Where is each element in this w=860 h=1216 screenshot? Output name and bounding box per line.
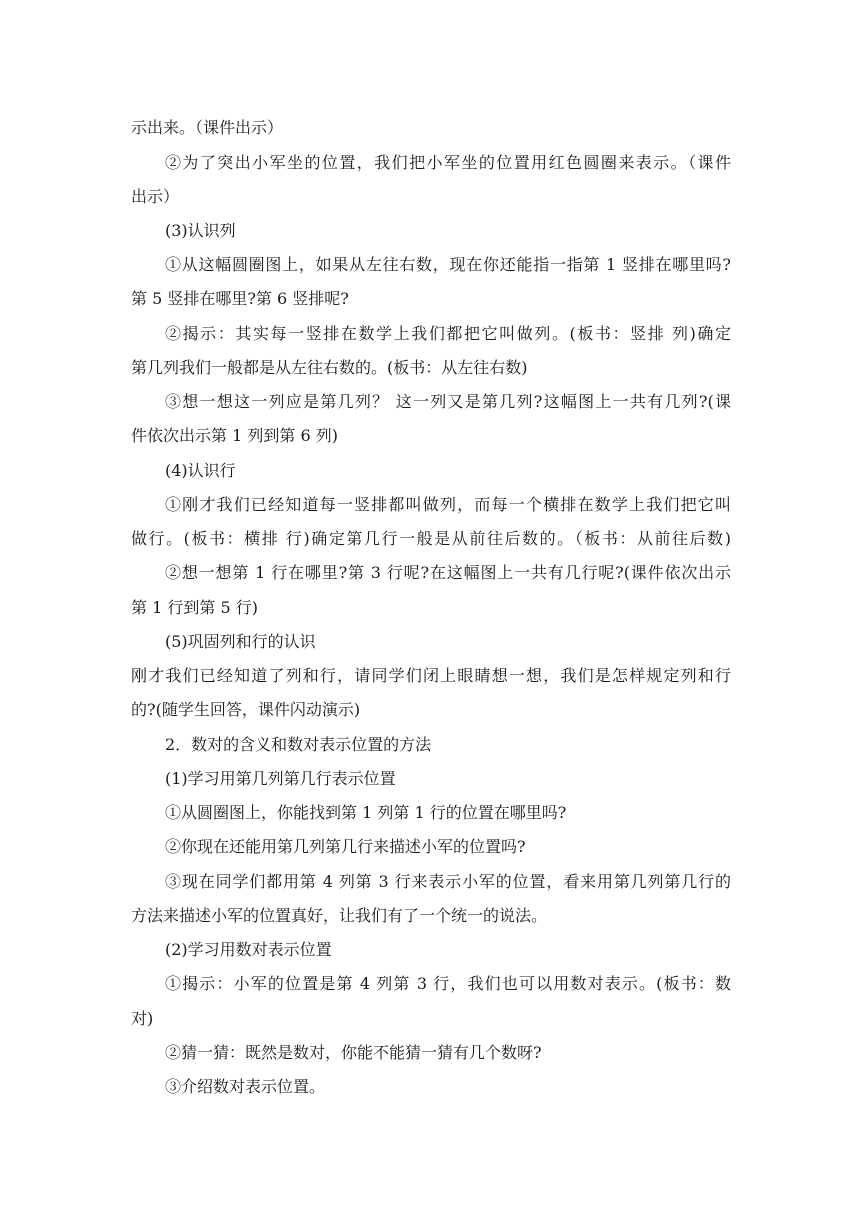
- section-heading: 2．数对的含义和数对表示位置的方法: [165, 735, 432, 754]
- text-line: ①从这幅圆圈图上，如果从左往右数，现在你还能指一指第 1 竖排在哪里吗?: [165, 255, 731, 274]
- text-line: ①揭示：小军的位置是第 4 列第 3 行，我们也可以用数对表示。(板书：数: [165, 974, 731, 993]
- text-line: 对): [131, 1009, 154, 1028]
- text-line: 的?(随学生回答，课件闪动演示): [131, 700, 361, 719]
- text-line: ②猜一猜：既然是数对，你能不能猜一猜有几个数呀?: [165, 1043, 542, 1062]
- text-line: 出示）: [131, 187, 180, 206]
- section-heading: (3)认识列: [165, 221, 236, 240]
- text-line: 第 1 行到第 5 行): [131, 598, 258, 617]
- text-line: 示出来。（课件出示）: [131, 118, 284, 137]
- text-line: ③想一想这一列应是第几列？ 这一列又是第几列?这幅图上一共有几列?(课: [165, 392, 731, 411]
- text-line: 第 5 竖排在哪里?第 6 竖排呢?: [131, 289, 349, 308]
- section-heading: (5)巩固列和行的认识: [165, 632, 316, 651]
- text-line: ①从圆圈图上，你能找到第 1 列第 1 行的位置在哪里吗?: [165, 803, 567, 822]
- text-line: ③介绍数对表示位置。: [165, 1077, 326, 1096]
- text-line: 第几列我们一般都是从左往右数的。(板书：从左往右数): [131, 358, 528, 377]
- text-line: ②你现在还能用第几列第几行来描述小军的位置吗?: [165, 837, 526, 856]
- text-line: ②为了突出小军坐的位置，我们把小军坐的位置用红色圆圈来表示。（课件: [165, 153, 731, 172]
- section-heading: (2)学习用数对表示位置: [165, 940, 332, 959]
- text-line: 刚才我们已经知道了列和行，请同学们闭上眼睛想一想，我们是怎样规定列和行: [131, 666, 731, 685]
- text-line: ③现在同学们都用第 4 列第 3 行来表示小军的位置，看来用第几列第几行的: [165, 872, 731, 891]
- text-line: ①刚才我们已经知道每一竖排都叫做列，而每一个横排在数学上我们把它叫: [165, 495, 731, 514]
- section-heading: (4)认识行: [165, 461, 236, 480]
- text-line: ②想一想第 1 行在哪里?第 3 行呢?在这幅图上一共有几行呢?(课件依次出示: [165, 563, 731, 582]
- text-line: 方法来描述小军的位置真好，让我们有了一个统一的说法。: [131, 906, 548, 925]
- text-line: 件依次出示第 1 列到第 6 列): [131, 426, 338, 445]
- section-heading: (1)学习用第几列第几行表示位置: [165, 769, 396, 788]
- text-line: 做行。(板书：横排 行)确定第几行一般是从前往后数的。（板书：从前往后数): [131, 529, 731, 548]
- text-line: ②揭示：其实每一竖排在数学上我们都把它叫做列。(板书：竖排 列)确定: [165, 324, 731, 343]
